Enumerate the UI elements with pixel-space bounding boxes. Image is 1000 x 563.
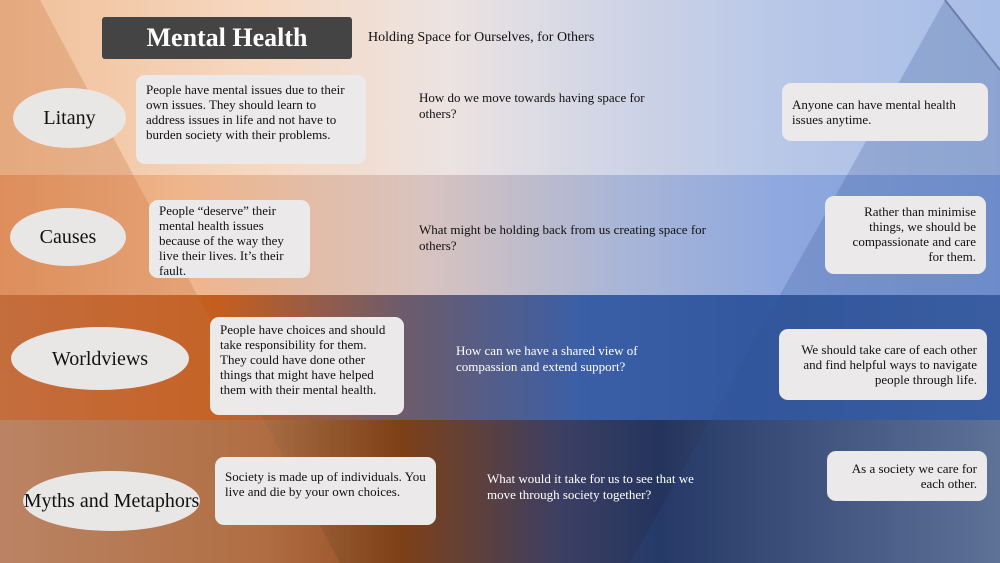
row-label-myths-and-metaphors: Myths and Metaphors — [23, 471, 200, 531]
reframe-card-causes: Rather than minimise things, we should be compassionate and care for them. — [825, 196, 986, 274]
row-label-causes: Causes — [10, 208, 126, 266]
question-myths-and-metaphors: What would it take for us to see that we move through society together? — [487, 471, 694, 502]
belief-card-litany: People have mental issues due to their own issues. They should learn to address issues in life and not have to burden society with their problems. — [136, 75, 366, 164]
row-label-worldviews: Worldviews — [11, 327, 189, 390]
row-label-litany: Litany — [13, 88, 126, 148]
belief-card-causes: People “deserve” their mental health issues because of the way they live their lives. It’s their fault. — [149, 200, 310, 278]
question-worldviews: How can we have a shared view of compassion and extend support? — [456, 343, 638, 374]
belief-card-worldviews: People have choices and should take responsibility for them. They could have done other things that might have helped them with their mental health. — [210, 317, 404, 415]
reframe-card-worldviews: We should take care of each other and find helpful ways to navigate people through life. — [779, 329, 987, 400]
question-litany: How do we move towards having space for others? — [419, 90, 645, 121]
page-title: Mental Health — [102, 17, 352, 59]
belief-card-myths-and-metaphors: Society is made up of individuals. You live and die by your own choices. — [215, 457, 436, 525]
question-causes: What might be holding back from us creating space for others? — [419, 222, 706, 253]
reframe-card-litany: Anyone can have mental health issues anytime. — [782, 83, 988, 141]
page-subtitle: Holding Space for Ourselves, for Others — [368, 30, 595, 45]
reframe-card-myths-and-metaphors: As a society we care for each other. — [827, 451, 987, 501]
